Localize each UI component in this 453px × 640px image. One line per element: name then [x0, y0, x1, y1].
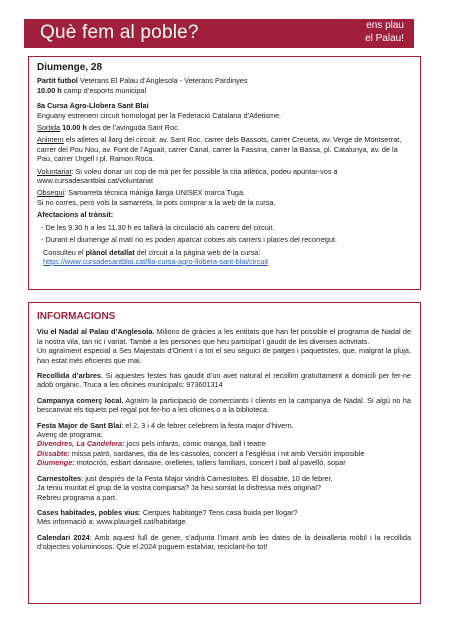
divendres-label: Divendres, La Candelera:: [37, 439, 125, 449]
sortida-line: [37, 123, 411, 132]
afectacio-2: - Durant el diumenge al matí no es poden aparcar cotxes als carrers i places del recorregut.: [41, 235, 338, 245]
festa-paragraph: [37, 421, 411, 430]
carnestoltes-text-3: Rebreu programa a part.: [37, 492, 117, 502]
obsequi-text: : Samarreta tècnica màniga llarga UNISEX marca Tuga.: [64, 188, 246, 198]
plano-link-line: [37, 257, 411, 266]
slogan-line-2: el Palau!: [365, 32, 404, 44]
arbres-paragraph: [37, 371, 411, 390]
festa-avenc: Avenç de programa:: [37, 430, 103, 440]
dissabte-label: Dissabte:: [37, 448, 70, 458]
cases-bold: Cases habitades, pobles vius: [37, 507, 139, 517]
calendari-text: : Amb aquest full de gener, s’adjunta l’imant amb les dates de la deixalleria mòbil i la recollida d’objectes voluminosos. Que el 2024 puguem estalviar, reciclant-ho tot!: [37, 532, 411, 552]
carnestoltes-paragraph: [37, 474, 411, 483]
futbol-text: Veterans El Palau d’Anglesola - Veterans Pardinyes: [77, 76, 248, 86]
obsequi-label: Obsequi: [37, 188, 65, 198]
festa-text: : el 2, 3 i 4 de febrer celebrem la festa major d’hivern.: [121, 420, 294, 430]
futbol-label: Partit futbol: [37, 76, 78, 86]
cursa-intro: Enguany estrenem circuit homologat per la Federació Catalana d’Atletisme.: [37, 110, 282, 120]
nadal-bold: Viu el Nadal al Palau d’Anglesola.: [37, 327, 155, 337]
cases-text-2: Més informació a: www.plaurgell.cat/habitatge: [37, 517, 186, 527]
diumenge-text: motocròs, esbart dansaire, orelletes, tallers familiars, concert i ball al pavelló, sopar: [74, 458, 346, 468]
cursa-title: 8a Cursa Agro-Llobera Sant Blai: [37, 101, 149, 111]
agenda-box: [28, 56, 421, 290]
plano-post: del circuit a la pàgina web de la cursa:: [134, 247, 261, 257]
circuit-link[interactable]: https://www.cursadesantblai.cat/8a-cursa-agro-llobera-sant-blai/circuit: [43, 256, 269, 266]
plano-line: [37, 248, 411, 257]
animem-text: els atletes al llarg del circuit: av. Sant Roc, carrer dels Bassots, carrer Creueta, av. Verge de Montserrat, carrer del Pou Nou, av. Font de l’Aguait, carrer Canal, carrer la Fassina, carrer la Bassa, pl. Catalunya, av. de la Pau, carrer Urgell i pl. Ramon Roca.: [37, 135, 402, 164]
futbol-place: camp d’esports municipal: [61, 85, 147, 95]
arbres-text: . Si aquestes festes has gaudit d’un avet natural el recollim gratuïtament a domicili per fer-ne adob orgànic. Truca a les oficines municipals: 973601314: [37, 371, 411, 390]
dissabte-line: [37, 449, 411, 458]
diumenge-line: [37, 458, 411, 467]
campanya-paragraph: [37, 396, 411, 415]
obsequi-line: [37, 188, 411, 197]
calendari-bold: Calendari 2024: [37, 532, 90, 542]
animem-line: [37, 135, 411, 163]
campanya-text: Agraïm la participació de comerciants i clients en la campanya de Nadal. Si algú no ha bescanviat els tiquets pel regal pot fer-ho a les oficines o a la biblioteca.: [37, 395, 411, 415]
carnestoltes-text-2: Ja teniu muntat el grup de la vostra comparsa? Ja heu somiat la disfressa més original?: [37, 483, 321, 493]
cases-paragraph: [37, 508, 411, 517]
dissabte-text: missa patró, sardanes, dia de les cassoles, concert a l’església i nit amb Versión imposible: [69, 448, 365, 458]
afectacions-title: Afectacions al trànsit:: [37, 210, 114, 220]
page-title: Què fem al poble?: [40, 22, 199, 43]
voluntariat-label: Voluntariat: [37, 166, 72, 176]
calendari-paragraph: [37, 533, 411, 552]
animem-label: Animem: [37, 135, 64, 145]
campanya-bold: Campanya comerç local.: [37, 395, 124, 405]
voluntariat-text: : Si voleu donar un cop de mà per fer possible la cita atlètica, podeu apuntar-vos a www.cursadesantblai.cat/voluntariat: [37, 166, 338, 186]
plano-bold: plànol detallat: [85, 247, 135, 257]
divendres-line: [37, 439, 411, 448]
nadal-paragraph: [37, 327, 411, 346]
reis-paragraph: Un agraïment especial a Ses Majestats d’Orient i a tot el seu seguici de patges i paquetistes, que, malgrat la pluja, han estat més eficients que mai.: [37, 346, 411, 365]
arbres-bold: Recollida d’arbres: [37, 371, 101, 381]
cases-text: : Cerques habitatge? Tens casa buida per llogar?: [138, 507, 298, 517]
day-title: Diumenge, 28: [37, 62, 103, 73]
futbol-line: [37, 76, 411, 85]
diumenge-label: Diumenge:: [37, 458, 75, 468]
slogan-line-1: ens plau: [366, 20, 404, 31]
carnestoltes-bold: Carnestoltes: [37, 473, 82, 483]
divendres-text: jocs pels infants, còmic manga, ball i teatre: [124, 439, 266, 449]
sortida-time: 10.00 h: [60, 123, 87, 133]
obsequi-text-2: Si no corres, però vols la samarreta, la pots comprar a la web de la cursa.: [37, 197, 276, 207]
page-header: [24, 19, 414, 48]
informacions-title: INFORMACIONS: [37, 311, 116, 322]
carnestoltes-text: : just després de la Festa Major vindrà Carnestoltes. El dissabte, 10 de febrer.: [81, 473, 333, 483]
plano-pre: Consulteu el: [43, 247, 86, 257]
nadal-text: Milions de gràcies a les entitats que han fet possible el programa de Nadal de la nostra vila, tan ric i variat. També a les persones que heu participat i gaudit de les diverses activitats.: [37, 327, 412, 346]
futbol-time: 10.00 h: [37, 85, 62, 95]
voluntariat-line: [37, 167, 411, 186]
sortida-text: des de l’avinguda Sant Roc.: [86, 123, 180, 133]
festa-bold: Festa Major de Sant Blai: [37, 420, 122, 430]
futbol-time-line: [37, 86, 411, 95]
slogan: [365, 20, 404, 45]
afectacio-1: - De les 9.30 h a les 11.30 h es tallarà la circulació als carrers del circuit.: [41, 222, 275, 232]
informacions-box: [28, 302, 421, 604]
sortida-label: Sortida: [37, 123, 61, 133]
